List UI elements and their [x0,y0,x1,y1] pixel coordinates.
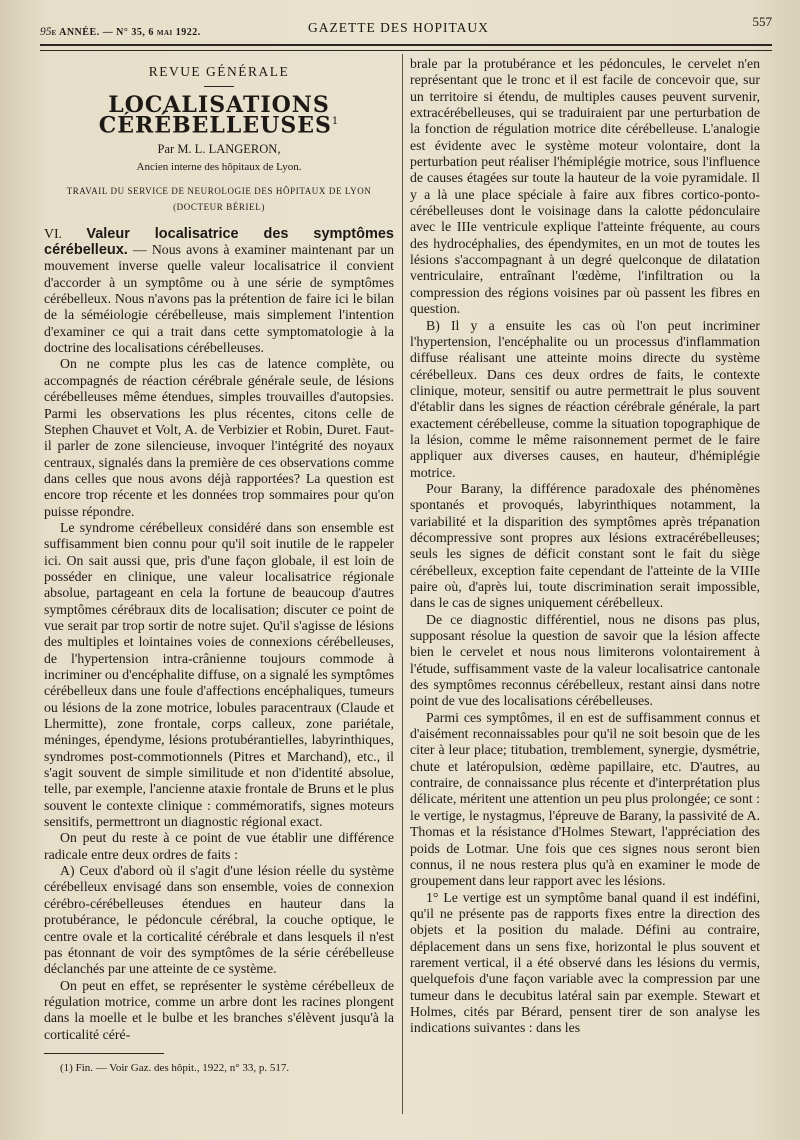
title-footnote-mark: 1 [331,115,340,127]
subsection-text: — Nous avons à examiner maintenant par un mouvement inverse quelle valeur localisatrice il convient d'accorder à un symptôme ou à une série de symptômes cérébelleux. Nous n'avons pas la prétention de faire ici le bilan de la séméiologie cérébelleuse, mais simplement l'intention d'examiner ce qui a trait dans cette symptomatologie à la doctrine des localisations cérébelleuses. [44,242,394,356]
paragraph: On ne compte plus les cas de latence complète, ou accompagnés de réaction cérébrale générale seule, de lésions cérébelleuses même étendues, simples trouvailles d'autopsies. Parmi les observations les plus récentes, citons celle de Stephen Chauvet et Volt, A. de Verbizier et Robin, Duret. Faut-il parler de zone silencieuse, invoquer l'intégrité des noyaux centraux, signalés dans la première de ces observations comme dans celles que nous avons déjà rapportées? La question est encore trop récente et les données trop sommaires pour qu'on puisse répondre. [44,356,394,519]
subsection-paragraph [44,226,394,357]
paragraph: On peut du reste à ce point de vue établir une différence radicale entre deux ordres de faits : [44,830,394,862]
work-origin: TRAVAIL DU SERVICE DE NEUROLOGIE DES HÔPITAUX DE LYON [66,186,372,197]
header-rule [40,44,772,51]
right-column [410,56,760,1037]
issue-line [40,26,201,38]
paragraph: Parmi ces symptômes, il en est de suffisamment connus et d'aisément reconnaissables pour qu'il ne soit besoin que de les citer à leur place; titubation, tremblement, synergie, dysmétrie, chute et latéropulsion, œdème papillaire, etc. D'autres, au contraire, de connaissance plus récente et d'interprétation plus délicate, méritent une attention un peu plus prolongée; ce sont : le vertige, le nystagmus, l'épreuve de Barany, la passivité de A. Thomas et la résistance d'Holmes Stewart, l'appréciation des poids de Lotmar. Une fois que ces signes nous seront bien connus, il ne nous restera plus qu'à en examiner le mode de groupement dans leur rapport avec les lésions. [410,709,760,889]
section-divider [204,86,234,87]
paragraph: B) Il y a ensuite les cas où l'on peut incriminer l'hypertension, l'encéphalite ou un processus d'inflammation diffuse réalisant une atteinte moins directe du système cérébelleux. Dans ces deux ordres de faits, le contexte clinique, moteur, sensitif ou autre permettrait le plus souvent d'établir dans les signes de réaction cérébrale générale, la part exactement cérébelleuse, comme la situation topographique de la lésion, comme le même raisonnement permet de le faire appliquer aux diverses causes, en hauteur, d'hémiplégie motrice. [410,317,760,480]
masthead [40,12,772,42]
article-title [44,92,394,139]
author-affiliation: Ancien interne des hôpitaux de Lyon. [136,160,302,173]
left-column [44,56,394,1076]
paragraph: De ce diagnostic différentiel, nous ne disons pas plus, supposant résolue la question de savoir que la lésion affecte bien le cervelet et nous nous limiterons volontairement à l'étude, suffisamment vaste de la valeur localisatrice cantonale des symptômes reconnus cérébelleux, restant ainsi dans notre point de vue des localisations cérébelleuses. [410,611,760,709]
subsection-heading: Valeur localisatrice des symptômes cérébelleux. [44,225,394,259]
page-number: 557 [752,14,772,29]
work-origin-doctor: (DOCTEUR BÉRIEL) [173,202,265,213]
column-divider [402,54,403,1114]
issue-year: 95 [40,26,52,38]
footnote-rule [44,1053,164,1054]
section-heading: REVUE GÉNÉRALE [148,64,290,79]
paragraph: brale par la protubérance et les pédoncules, le cervelet n'en représentant que le tronc et il est facile de concevoir que, sur un territoire si étendu, de multiples causes peuvent survenir, extracérébelleuses, qui se traduiraient par une perturbation de la fonction de régulation motrice dite cérébelleuse. L'analogie est évidente avec le système moteur volontaire, dont la perturbation peut réaliser l'hémiplégie motrice, sous l'influence de causes étagées sur toute la hauteur de la voie pyramidale. Il y a là une place spéciale à faire aux fibres cortico-ponto-cérébelleuses dont le voisinage dans la calotte pédonculaire avec le IIIe ventricule explique l'atteinte fréquente, au cours des hydrocéphalies, des épendymites, en un mot de toutes les lésions s'accompagnant à un degré quelconque de dilatation ventriculaire, entraînant l'œdème, l'infiltration ou la compression des régions voisines par où passent les fibres en question. [410,56,760,317]
author-line: Par M. L. LANGERON, [157,142,281,157]
paragraph: On peut en effet, se représenter le système cérébelleux de régulation motrice, comme un arbre dont les racines plongent dans la moelle et le bulbe et les branches s'élèvent jusqu'à la corticalité céré- [44,977,394,1042]
subsection-number: VI. [44,225,63,241]
paragraph: A) Ceux d'abord où il s'agit d'une lésion réelle du système cérébelleux envisagé dans son ensemble, voies de connexion cérébro-cérébelleuses étendues en hauteur dans la protubérance, le pédoncule cérébral, la couche optique, le centre ovale et la corticalité cérébrale et dans lesquels il n'est pas étonnant de voir des symptômes de la série cérébelleuse déclanchés par une atteinte de ce système. [44,863,394,977]
article-title-text: LOCALISATIONS CÉRÉBELLEUSES [98,92,332,139]
paragraph: Pour Barany, la différence paradoxale des phénomènes spontanés et provoqués, labyrinthiques notamment, la variabilité et la disparition des symptômes après trépanation décompressive sont propres aux lésions extracérébelleuses; seuls les signes de déficit constant sont le fait du siège cérébelleux, exception faite cependant de l'atteinte de la VIIIe paire où, d'après lui, toute discrimination serait impossible, dans le cas de signes uniquement cérébelleux. [410,480,760,611]
paragraph: 1° Le vertige est un symptôme banal quand il est indéfini, qu'il ne présente pas de rapports fixes entre la direction des objets et la position du malade. Défini au contraire, déplacement dans un sens fixe, horizontal le plus souvent et rarement vertical, il a été observé dans les lésions du vermis, quelquefois d'une façon variable avec la compression par une tumeur dans le decubitus latéral sain par exemple. Stewart et Holmes, cités par Bérard, pensent tirer de son analyse les indications suivantes : dans les [410,889,760,1036]
paragraph: Le syndrome cérébelleux considéré dans son ensemble est suffisamment bien connu pour qu'il soit inutile de le rappeler ici. On sait aussi que, pris d'une façon globale, il est loin de posséder en clinique, une valeur localisatrice régionale absolue, partageant en cela la fortune de beaucoup d'autres symptômes cérébraux dits de localisation; discuter ce point de vue serait par trop sortir de notre sujet. Qu'il s'agisse de lésions des multiples et lointaines voies de connexions cérébelleuses, de l'hypertension intra-crânienne toujours commode à incriminer ou d'encéphalite diffuse, on a signalé les symptômes cérébelleux dans une foule d'affections encéphaliques, tumeurs ou lésions de la zone motrice, lobules paracentraux (Claude et Lhermitte), zone frontale, corps calleux, zone pariétale, méninges, épendyme, lésions protubérantielles, labyrinthiques, syndromes post-commotionnels (Pitres et Marchand), etc., il s'agit souvent de simple similitude et non d'identité absolue, telle, par exemple, l'ancienne ataxie frontale de Bruns et le plus souvent le contexte clinique : commémoratifs, signes moteurs sensitifs, permettront un diagnostic régional exact. [44,519,394,830]
issue-details: e ANNÉE. — N° 35, 6 mai 1922. [51,27,201,38]
footnote: (1) Fin. — Voir Gaz. des hôpit., 1922, n° 33, p. 517. [60,1061,290,1074]
journal-name: GAZETTE DES HOPITAUX [308,20,489,35]
